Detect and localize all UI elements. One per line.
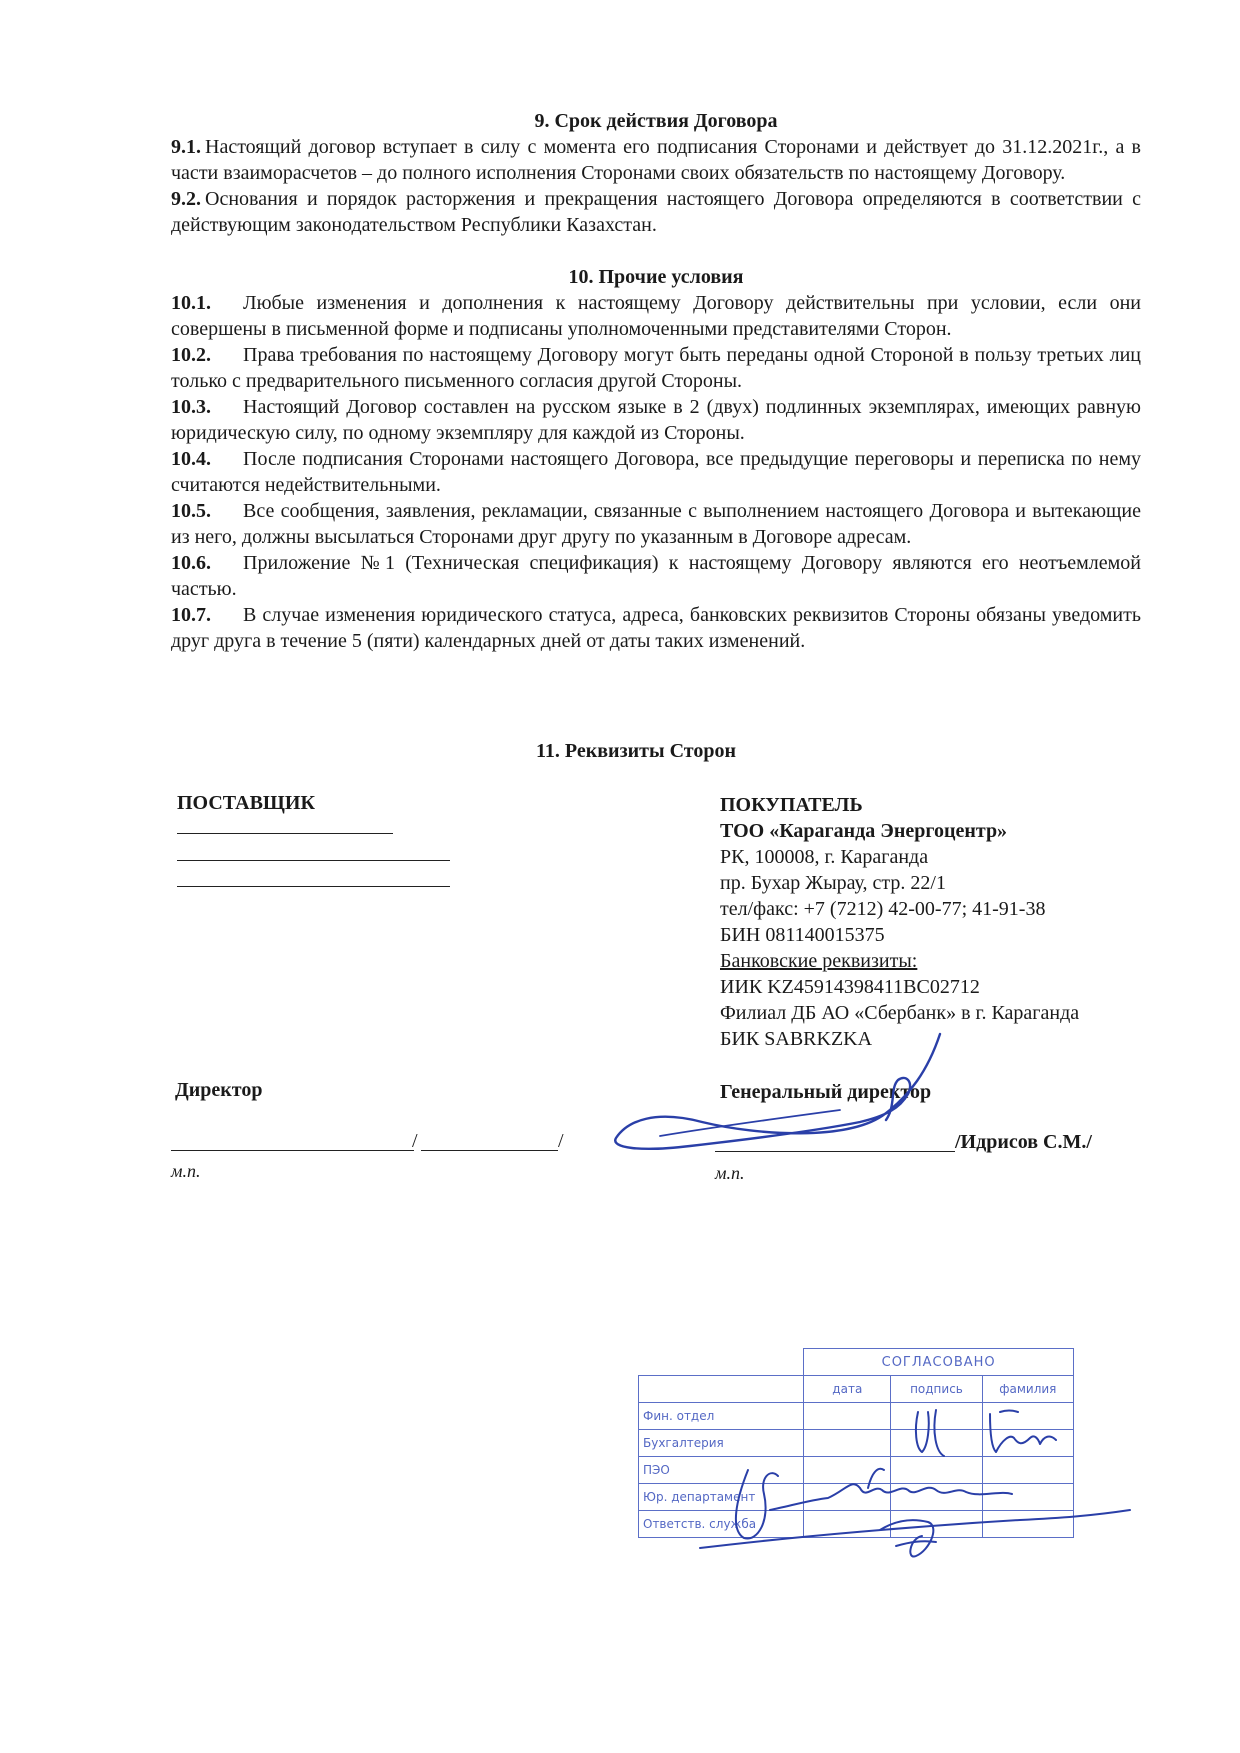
clause-9-2: 9.2. Основания и порядок расторжения и прекращения настоящего Договора определяются в соответствии с действующим законодательством Республики Казахстан. <box>171 188 1141 236</box>
supplier-blank-line-3 <box>177 886 450 887</box>
clause-10-4: 10.4. После подписания Сторонами настоящего Договора, все предыдущие переговоры и переписка по нему считаются недействительными. <box>171 448 1141 496</box>
supplier-heading: ПОСТАВЩИК <box>177 792 315 814</box>
buyer-bank-heading: Банковские реквизиты: <box>720 950 918 972</box>
clause-9-1: 9.1. Настоящий договор вступает в силу с момента его подписания Сторонами и действует до 31.12.2021г., а в части взаиморасчетов – до полного исполнения Сторонами своих обязательств по настоящему Договору. <box>171 136 1141 184</box>
approval-col-surname: фамилия <box>982 1376 1073 1403</box>
buyer-position: Генеральный директор <box>720 1081 932 1103</box>
supplier-signature-line <box>171 1150 414 1151</box>
director-signature <box>610 1030 950 1160</box>
section-10-title: 10. Прочие условия <box>568 266 744 288</box>
clause-10-7: 10.7. В случае изменения юридического статуса, адреса, банковских реквизитов Стороны обязаны уведомить друг друга в течение 5 (пяти) календарных дней от даты таких изменений. <box>171 604 1141 652</box>
approval-title: СОГЛАСОВАНО <box>804 1349 1074 1376</box>
approval-row-label: Бухгалтерия <box>639 1430 804 1457</box>
contract-body <box>171 108 1141 654</box>
buyer-company: ТОО «Караганда Энергоцентр» <box>720 820 1008 842</box>
buyer-address-1: РК, 100008, г. Караганда <box>720 846 929 868</box>
supplier-slash-1: / <box>412 1130 418 1152</box>
buyer-signer: /Идрисов С.М./ <box>955 1131 1092 1153</box>
clause-10-5: 10.5. Все сообщения, заявления, рекламации, связанные с выполнением настоящего Договора и вытекающие из него, должны высылаться Сторонами друг другу по указанным в Договоре адресам. <box>171 500 1141 548</box>
buyer-stamp-place: м.п. <box>715 1163 745 1183</box>
buyer-phone: тел/факс: +7 (7212) 42-00-77; 41-91-38 <box>720 898 1046 920</box>
buyer-bank: Филиал ДБ АО «Сбербанк» в г. Караганда <box>720 1002 1080 1024</box>
supplier-position: Директор <box>175 1079 263 1101</box>
approval-row-label: Фин. отдел <box>639 1403 804 1430</box>
supplier-name-line <box>421 1150 558 1151</box>
clause-10-2: 10.2. Права требования по настоящему Договору могут быть переданы одной Стороной в пользу третьих лиц только с предварительного письменного согласия другой Стороны. <box>171 344 1141 392</box>
buyer-heading: ПОКУПАТЕЛЬ <box>720 794 863 816</box>
buyer-bin: БИН 081140015375 <box>720 924 885 946</box>
supplier-slash-2: / <box>558 1130 564 1152</box>
approval-row-label: Юр. департамент <box>639 1484 804 1511</box>
buyer-iik: ИИК KZ45914398411BC02712 <box>720 976 980 998</box>
buyer-address-2: пр. Бухар Жырау, стр. 22/1 <box>720 872 946 894</box>
approval-signatures <box>660 1360 1140 1580</box>
approval-row-label: ПЭО <box>639 1457 804 1484</box>
supplier-blank-line-1 <box>177 833 393 834</box>
clause-10-6: 10.6. Приложение №1 (Техническая спецификация) к настоящему Договору являются его неотъемлемой частью. <box>171 552 1141 600</box>
section-11-title: 11. Реквизиты Сторон <box>536 740 736 762</box>
supplier-blank-line-2 <box>177 860 450 861</box>
buyer-bik: БИК SABRKZKA <box>720 1028 873 1050</box>
approval-col-signature: подпись <box>891 1376 982 1403</box>
approval-row-label: Ответств. служба <box>639 1511 804 1538</box>
section-9-title: 9. Срок действия Договора <box>534 110 778 132</box>
supplier-stamp-place: м.п. <box>171 1161 201 1181</box>
clause-10-1: 10.1. Любые изменения и дополнения к настоящему Договору действительны при условии, если они совершены в письменной форме и подписаны уполномоченными представителями Сторон. <box>171 292 1141 340</box>
approval-col-date: дата <box>804 1376 891 1403</box>
clause-10-3: 10.3. Настоящий Договор составлен на русском языке в 2 (двух) подлинных экземплярах, имеющих равную юридическую силу, по одному экземпляру для каждой из Стороны. <box>171 396 1141 444</box>
